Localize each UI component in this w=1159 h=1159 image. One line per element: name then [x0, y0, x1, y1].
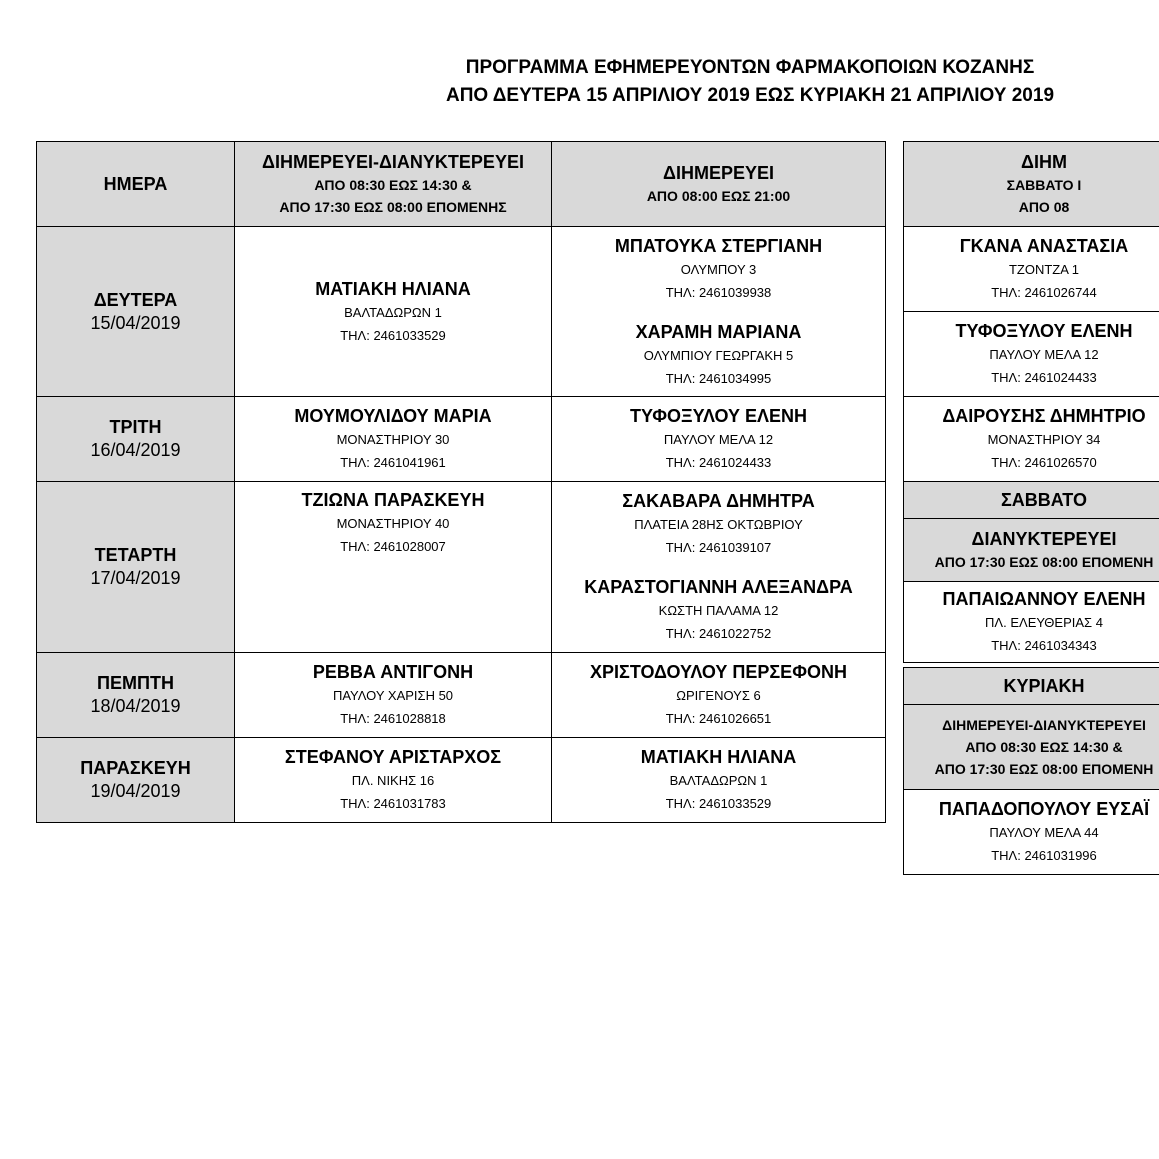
pharmacy-address: ΒΑΛΤΑΔΩΡΩΝ 1	[669, 773, 768, 788]
header-col1-hours2: ΑΠΟ 17:30 ΕΩΣ 08:00 ΕΠΟΜΕΝΗΣ	[279, 199, 507, 215]
pharmacy-name: ΚΑΡΑΣΤΟΓΙΑΝΝΗ ΑΛΕΞΑΝΔΡΑ	[584, 577, 853, 597]
sunday-title: ΔΙΗΜΕΡΕΥΕΙ-ΔΙΑΝΥΚΤΕΡΕΥΕΙ	[942, 717, 1146, 733]
weekend-header-hours: ΑΠΟ 08	[1018, 199, 1070, 215]
pharmacy-phone: ΤΗΛ: 2461033529	[340, 327, 446, 343]
pharmacy-name: ΣΑΚΑΒΑΡΑ ΔΗΜΗΤΡΑ	[622, 491, 815, 511]
sunday-hours-header	[903, 704, 1159, 790]
header-col2-hours: ΑΠΟ 08:00 ΕΩΣ 21:00	[646, 188, 791, 204]
pharmacy-name: ΠΑΠΑΔΟΠΟΥΛΟΥ ΕΥΣΑΪ	[938, 799, 1150, 819]
sunday-label: ΚΥΡΙΑΚΗ	[1003, 676, 1085, 696]
pharmacy-address: ΜΟΝΑΣΤΗΡΙΟΥ 30	[336, 432, 450, 447]
pharmacy-cell	[903, 226, 1159, 312]
day-date: 16/04/2019	[90, 440, 181, 460]
pharmacy-phone: ΤΗΛ: 2461022752	[665, 626, 772, 641]
pharmacy-phone: ΤΗΛ: 2461034343	[991, 638, 1097, 653]
document-title: ΠΡΟΓΡΑΜΜΑ ΕΦΗΜΕΡΕΥΟΝΤΩΝ ΦΑΡΜΑΚΟΠΟΙΩΝ ΚΟΖΑΝΗΣ	[465, 57, 1035, 78]
pharmacy-address: ΒΑΛΤΑΔΩΡΩΝ 1	[344, 304, 442, 320]
pharmacy-name: ΤΖΙΩΝΑ ΠΑΡΑΣΚΕΥΗ	[301, 490, 485, 510]
pharmacy-phone: ΤΗΛ: 2461039938	[665, 284, 772, 300]
saturday-label: ΣΑΒΒΑΤΟ	[1001, 490, 1087, 510]
pharmacy-address: ΜΟΝΑΣΤΗΡΙΟΥ 34	[987, 432, 1101, 447]
saturday-night-hours: ΑΠΟ 17:30 ΕΩΣ 08:00 ΕΠΟΜΕΝΗ	[934, 554, 1154, 570]
pharmacy-address: ΠΑΥΛΟΥ ΧΑΡΙΣΗ 50	[332, 688, 454, 703]
saturday-night-title: ΔΙΑΝΥΚΤΕΡΕΥΕΙ	[971, 529, 1117, 549]
header-col2-title: ΔΙΗΜΕΡΕΥΕΙ	[663, 163, 774, 183]
pharmacy-cell	[903, 311, 1159, 397]
pharmacy-name: ΧΑΡΑΜΗ ΜΑΡΙΑΝΑ	[635, 321, 802, 342]
pharmacy-address: ΜΟΝΑΣΤΗΡΙΟΥ 40	[336, 516, 450, 531]
pharmacy-phone: ΤΗΛ: 2461034995	[665, 370, 772, 386]
pharmacy-phone: ΤΗΛ: 2461028007	[340, 539, 446, 554]
day-name: ΠΕΜΠΤΗ	[97, 673, 174, 693]
pharmacy-address: ΠΛ. ΕΛΕΥΘΕΡΙΑΣ 4	[985, 615, 1103, 630]
day-name: ΤΡΙΤΗ	[109, 417, 162, 437]
saturday-header	[903, 481, 1159, 519]
pharmacy-name: ΜΑΤΙΑΚΗ ΗΛΙΑΝΑ	[640, 747, 797, 767]
pharmacy-address: ΤΖΟΝΤΖΑ 1	[1008, 262, 1080, 277]
pharmacy-address: ΚΩΣΤΗ ΠΑΛΑΜΑ 12	[658, 603, 779, 618]
pharmacy-name: ΤΥΦΟΞΥΛΟΥ ΕΛΕΝΗ	[955, 321, 1133, 341]
pharmacy-address: ΟΛΥΜΠΟΥ 3	[680, 261, 757, 277]
pharmacy-address: ΠΑΥΛΟΥ ΜΕΛΑ 12	[989, 347, 1099, 362]
sunday-hours1: ΑΠΟ 08:30 ΕΩΣ 14:30 &	[965, 739, 1123, 755]
day-name: ΔΕΥΤΕΡΑ	[93, 289, 178, 310]
pharmacy-name: ΜΑΤΙΑΚΗ ΗΛΙΑΝΑ	[315, 278, 471, 299]
pharmacy-phone: ΤΗΛ: 2461033529	[665, 796, 772, 811]
pharmacy-address: ΩΡΙΓΕΝΟΥΣ 6	[676, 688, 761, 703]
pharmacy-name: ΤΥΦΟΞΥΛΟΥ ΕΛΕΝΗ	[629, 406, 808, 426]
sunday-header	[903, 667, 1159, 705]
pharmacy-name: ΣΤΕΦΑΝΟΥ ΑΡΙΣΤΑΡΧΟΣ	[284, 747, 502, 767]
pharmacy-name: ΧΡΙΣΤΟΔΟΥΛΟΥ ΠΕΡΣΕΦΟΝΗ	[590, 662, 847, 682]
pharmacy-name: ΔΑΙΡΟΥΣΗΣ ΔΗΜΗΤΡΙΟ	[942, 406, 1146, 426]
pharmacy-phone: ΤΗΛ: 2461028818	[340, 711, 446, 726]
pharmacy-name: ΜΠΑΤΟΥΚΑ ΣΤΕΡΓΙΑΝΗ	[614, 235, 823, 256]
pharmacy-cell	[903, 789, 1159, 875]
pharmacy-phone: ΤΗΛ: 2461024433	[665, 455, 772, 470]
pharmacy-name: ΜΟΥΜΟΥΛΙΔΟΥ ΜΑΡΙΑ	[294, 406, 492, 426]
pharmacy-phone: ΤΗΛ: 2461024433	[991, 370, 1097, 385]
pharmacy-address: ΠΑΥΛΟΥ ΜΕΛΑ 44	[989, 825, 1099, 840]
pharmacy-name: ΠΑΠΑΙΩΑΝΝΟΥ ΕΛΕΝΗ	[942, 589, 1146, 609]
day-name: ΤΕΤΑΡΤΗ	[94, 545, 177, 565]
weekend-header-title: ΔΙΗΜ	[1021, 152, 1067, 172]
day-date: 17/04/2019	[90, 568, 181, 588]
document-subtitle: ΑΠΟ ΔΕΥΤΕΡΑ 15 ΑΠΡΙΛΙΟΥ 2019 ΕΩΣ ΚΥΡΙΑΚΗ 21 ΑΠΡΙΛΙΟΥ 2019	[445, 85, 1055, 106]
pharmacy-phone: ΤΗΛ: 2461041961	[340, 455, 446, 470]
pharmacy-cell	[903, 396, 1159, 482]
pharmacy-phone: ΤΗΛ: 2461031783	[340, 796, 446, 811]
header-col1-title: ΔΙΗΜΕΡΕΥΕΙ-ΔΙΑΝΥΚΤΕΡΕΥΕΙ	[262, 152, 524, 172]
pharmacy-name: ΓΚΑΝΑ ΑΝΑΣΤΑΣΙΑ	[959, 236, 1129, 256]
pharmacy-address: ΠΑΥΛΟΥ ΜΕΛΑ 12	[663, 432, 774, 447]
header-day-label: ΗΜΕΡΑ	[103, 174, 168, 194]
day-date: 18/04/2019	[90, 696, 181, 716]
day-date: 19/04/2019	[90, 781, 181, 801]
header-col1-hours1: ΑΠΟ 08:30 ΕΩΣ 14:30 &	[314, 177, 472, 193]
pharmacy-phone: ΤΗΛ: 2461026744	[991, 285, 1097, 300]
pharmacy-name: ΡΕΒΒΑ ΑΝΤΙΓΟΝΗ	[312, 662, 474, 682]
pharmacy-address: ΠΛ. ΝΙΚΗΣ 16	[351, 773, 435, 788]
pharmacy-phone: ΤΗΛ: 2461026570	[991, 455, 1097, 470]
weekend-header	[903, 141, 1159, 227]
pharmacy-phone: ΤΗΛ: 2461039107	[665, 540, 772, 555]
pharmacy-address: ΠΛΑΤΕΙΑ 28ΗΣ ΟΚΤΩΒΡΙΟΥ	[634, 517, 803, 532]
sunday-hours2: ΑΠΟ 17:30 ΕΩΣ 08:00 ΕΠΟΜΕΝΗ	[934, 761, 1154, 777]
day-date: 15/04/2019	[90, 312, 181, 333]
weekend-header-day: ΣΑΒΒΑΤΟ Ι	[1006, 177, 1082, 193]
saturday-night-header	[903, 518, 1159, 582]
pharmacy-address: ΟΛΥΜΠΙΟΥ ΓΕΩΡΓΑΚΗ 5	[643, 347, 794, 363]
pharmacy-phone: ΤΗΛ: 2461026651	[665, 711, 772, 726]
pharmacy-cell	[903, 581, 1159, 663]
day-name: ΠΑΡΑΣΚΕΥΗ	[80, 758, 191, 778]
pharmacy-phone: ΤΗΛ: 2461031996	[991, 848, 1097, 863]
